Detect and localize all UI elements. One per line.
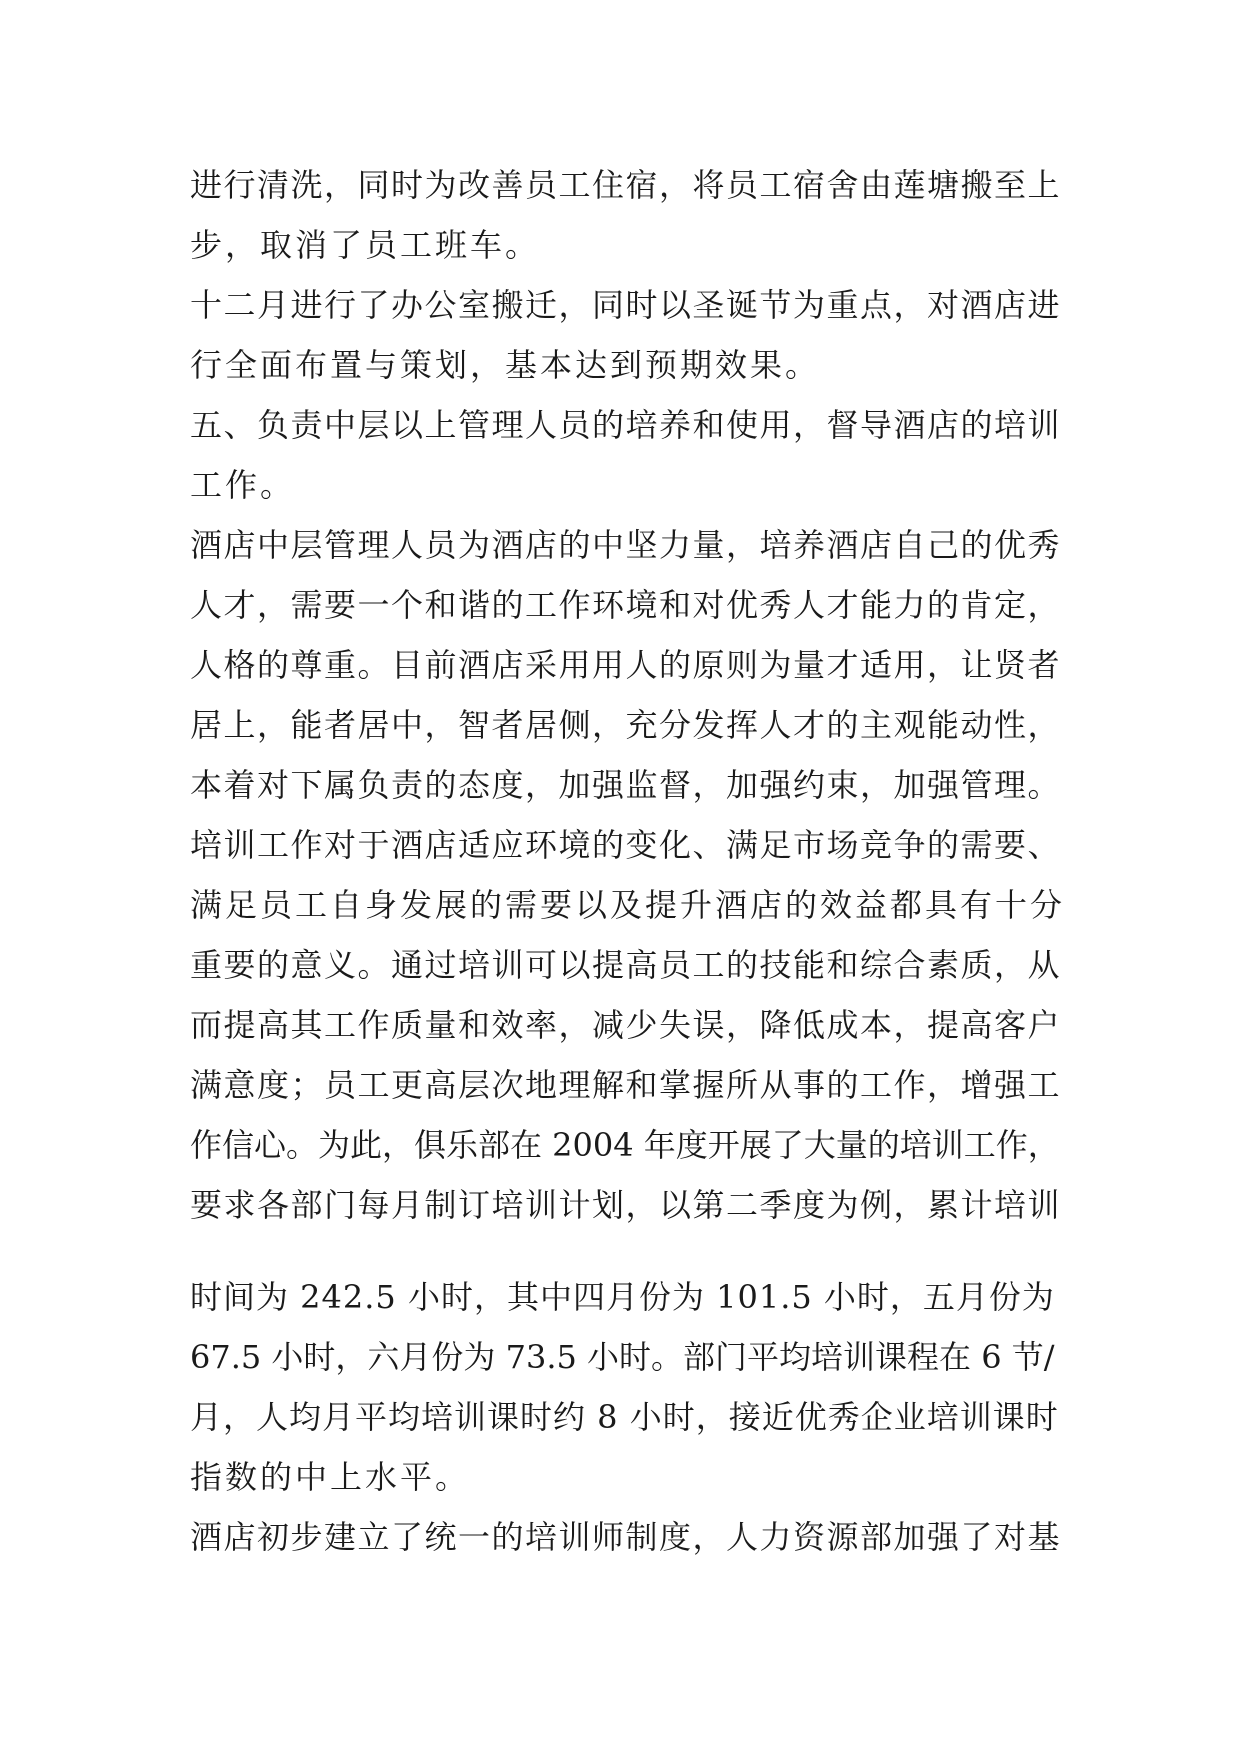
text-block-upper xyxy=(190,155,1070,1235)
text-line: 行全面布置与策划，基本达到预期效果。 xyxy=(190,346,821,384)
text-line: 67.5 小时，六月份为 73.5 小时。部门平均培训课程在 6 节/ xyxy=(190,1338,1055,1376)
text-line: 进行清洗，同时为改善员工住宿，将员工宿舍由莲塘搬至上 xyxy=(190,166,1062,204)
text-line: 居上，能者居中，智者居侧，充分发挥人才的主观能动性， xyxy=(190,706,1062,744)
text-line: 十二月进行了办公室搬迁，同时以圣诞节为重点，对酒店进 xyxy=(190,286,1062,324)
text-line: 月，人均月平均培训课时约 8 小时，接近优秀企业培训课时 xyxy=(190,1398,1059,1436)
text-line: 满足员工自身发展的需要以及提升酒店的效益都具有十分 xyxy=(190,886,1066,924)
text-line: 而提高其工作质量和效率，减少失误，降低成本，提高客户 xyxy=(190,1006,1062,1044)
text-line: 工作。 xyxy=(190,466,296,504)
text-line: 指数的中上水平。 xyxy=(190,1458,471,1496)
text-line: 本着对下属负责的态度，加强监督，加强约束，加强管理。 xyxy=(190,766,1062,804)
text-line: 要求各部门每月制订培训计划，以第二季度为例，累计培训 xyxy=(190,1186,1062,1224)
text-line: 五、负责中层以上管理人员的培养和使用，督导酒店的培训 xyxy=(190,406,1062,444)
text-line: 步，取消了员工班车。 xyxy=(190,226,541,264)
text-line: 时间为 242.5 小时，其中四月份为 101.5 小时，五月份为 xyxy=(190,1278,1055,1316)
text-line: 作信心。为此，俱乐部在 2004 年度开展了大量的培训工作， xyxy=(190,1126,1060,1164)
text-line: 重要的意义。通过培训可以提高员工的技能和综合素质，从 xyxy=(190,946,1062,984)
text-line: 人才，需要一个和谐的工作环境和对优秀人才能力的肯定， xyxy=(190,586,1062,624)
text-line: 酒店中层管理人员为酒店的中坚力量，培养酒店自己的优秀 xyxy=(190,526,1062,564)
text-line: 人格的尊重。目前酒店采用用人的原则为量才适用，让贤者 xyxy=(190,646,1062,684)
text-line: 培训工作对于酒店适应环境的变化、满足市场竞争的需要、 xyxy=(190,826,1062,864)
text-line: 满意度；员工更高层次地理解和掌握所从事的工作，增强工 xyxy=(190,1066,1062,1104)
text-line: 酒店初步建立了统一的培训师制度，人力资源部加强了对基 xyxy=(190,1518,1062,1556)
text-block-lower xyxy=(190,1267,1070,1567)
